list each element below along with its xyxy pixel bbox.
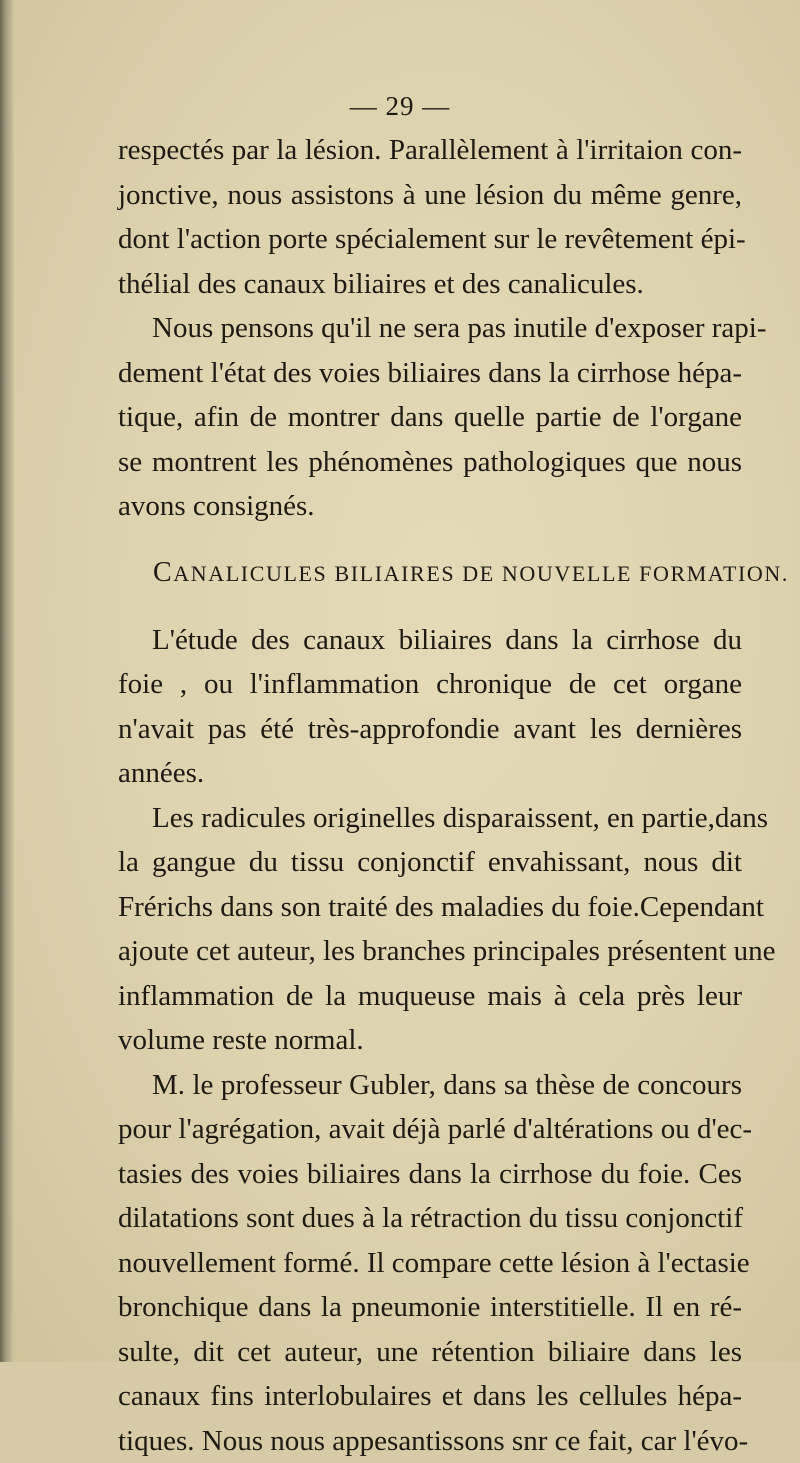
text-line: foie , ou l'inflammation chronique de cet organe — [118, 662, 742, 707]
body-text — [118, 128, 742, 1463]
text-line: thélial des canaux biliaires et des canalicules. — [118, 262, 742, 307]
text-line: L'étude des canaux biliaires dans la cirrhose du — [118, 618, 742, 663]
heading-initial: C — [153, 557, 173, 588]
text-line: inflammation de la muqueuse mais à cela près leur — [118, 974, 742, 1019]
paragraph-1 — [118, 128, 742, 306]
text-line: la gangue du tissu conjonctif envahissant, nous dit — [118, 840, 742, 885]
text-line: tasies des voies biliaires dans la cirrhose du foie. Ces — [118, 1152, 742, 1197]
text-line: pour l'agrégation, avait déjà parlé d'altérations ou d'ec- — [118, 1107, 742, 1152]
paragraph-2 — [118, 306, 742, 529]
text-line: se montrent les phénomènes pathologiques que nous — [118, 440, 742, 485]
text-line: dilatations sont dues à la rétraction du tissu conjonctif — [118, 1196, 742, 1241]
text-line: sulte, dit cet auteur, une rétention biliaire dans les — [118, 1330, 742, 1375]
text-line: avons consignés. — [118, 484, 742, 529]
text-line: années. — [118, 751, 742, 796]
text-line: canaux fins interlobulaires et dans les cellules hépa- — [118, 1374, 742, 1419]
text-line: ajoute cet auteur, les branches principales présentent une — [118, 929, 742, 974]
page-edge-shadow — [0, 0, 14, 1362]
text-line: bronchique dans la pneumonie interstitielle. Il en ré- — [118, 1285, 742, 1330]
text-line: Les radicules originelles disparaissent, en partie,dans — [118, 796, 742, 841]
text-line: n'avait pas été très-approfondie avant les dernières — [118, 707, 742, 752]
text-line: jonctive, nous assistons à une lésion du même genre, — [118, 173, 742, 218]
text-line: volume reste normal. — [118, 1018, 742, 1063]
text-line: tiques. Nous nous appesantissons snr ce fait, car l'évo- — [118, 1419, 742, 1463]
paragraph-3 — [118, 618, 742, 796]
page-number: — 29 — — [0, 91, 800, 122]
paragraph-4 — [118, 796, 742, 1063]
heading-rest: ANALICULES BILIAIRES DE NOUVELLE FORMATION. — [173, 561, 789, 586]
section-heading — [118, 551, 742, 596]
text-line: Frérichs dans son traité des maladies du foie.Cependant — [118, 885, 742, 930]
text-line: dont l'action porte spécialement sur le revêtement épi- — [118, 217, 742, 262]
text-line: M. le professeur Gubler, dans sa thèse de concours — [118, 1063, 742, 1108]
text-line: dement l'état des voies biliaires dans la cirrhose hépa- — [118, 351, 742, 396]
paragraph-5 — [118, 1063, 742, 1463]
text-line: Nous pensons qu'il ne sera pas inutile d'exposer rapi- — [118, 306, 742, 351]
text-line: respectés par la lésion. Parallèlement à l'irritaion con- — [118, 128, 742, 173]
text-line: nouvellement formé. Il compare cette lésion à l'ectasie — [118, 1241, 742, 1286]
text-line: tique, afin de montrer dans quelle partie de l'organe — [118, 395, 742, 440]
